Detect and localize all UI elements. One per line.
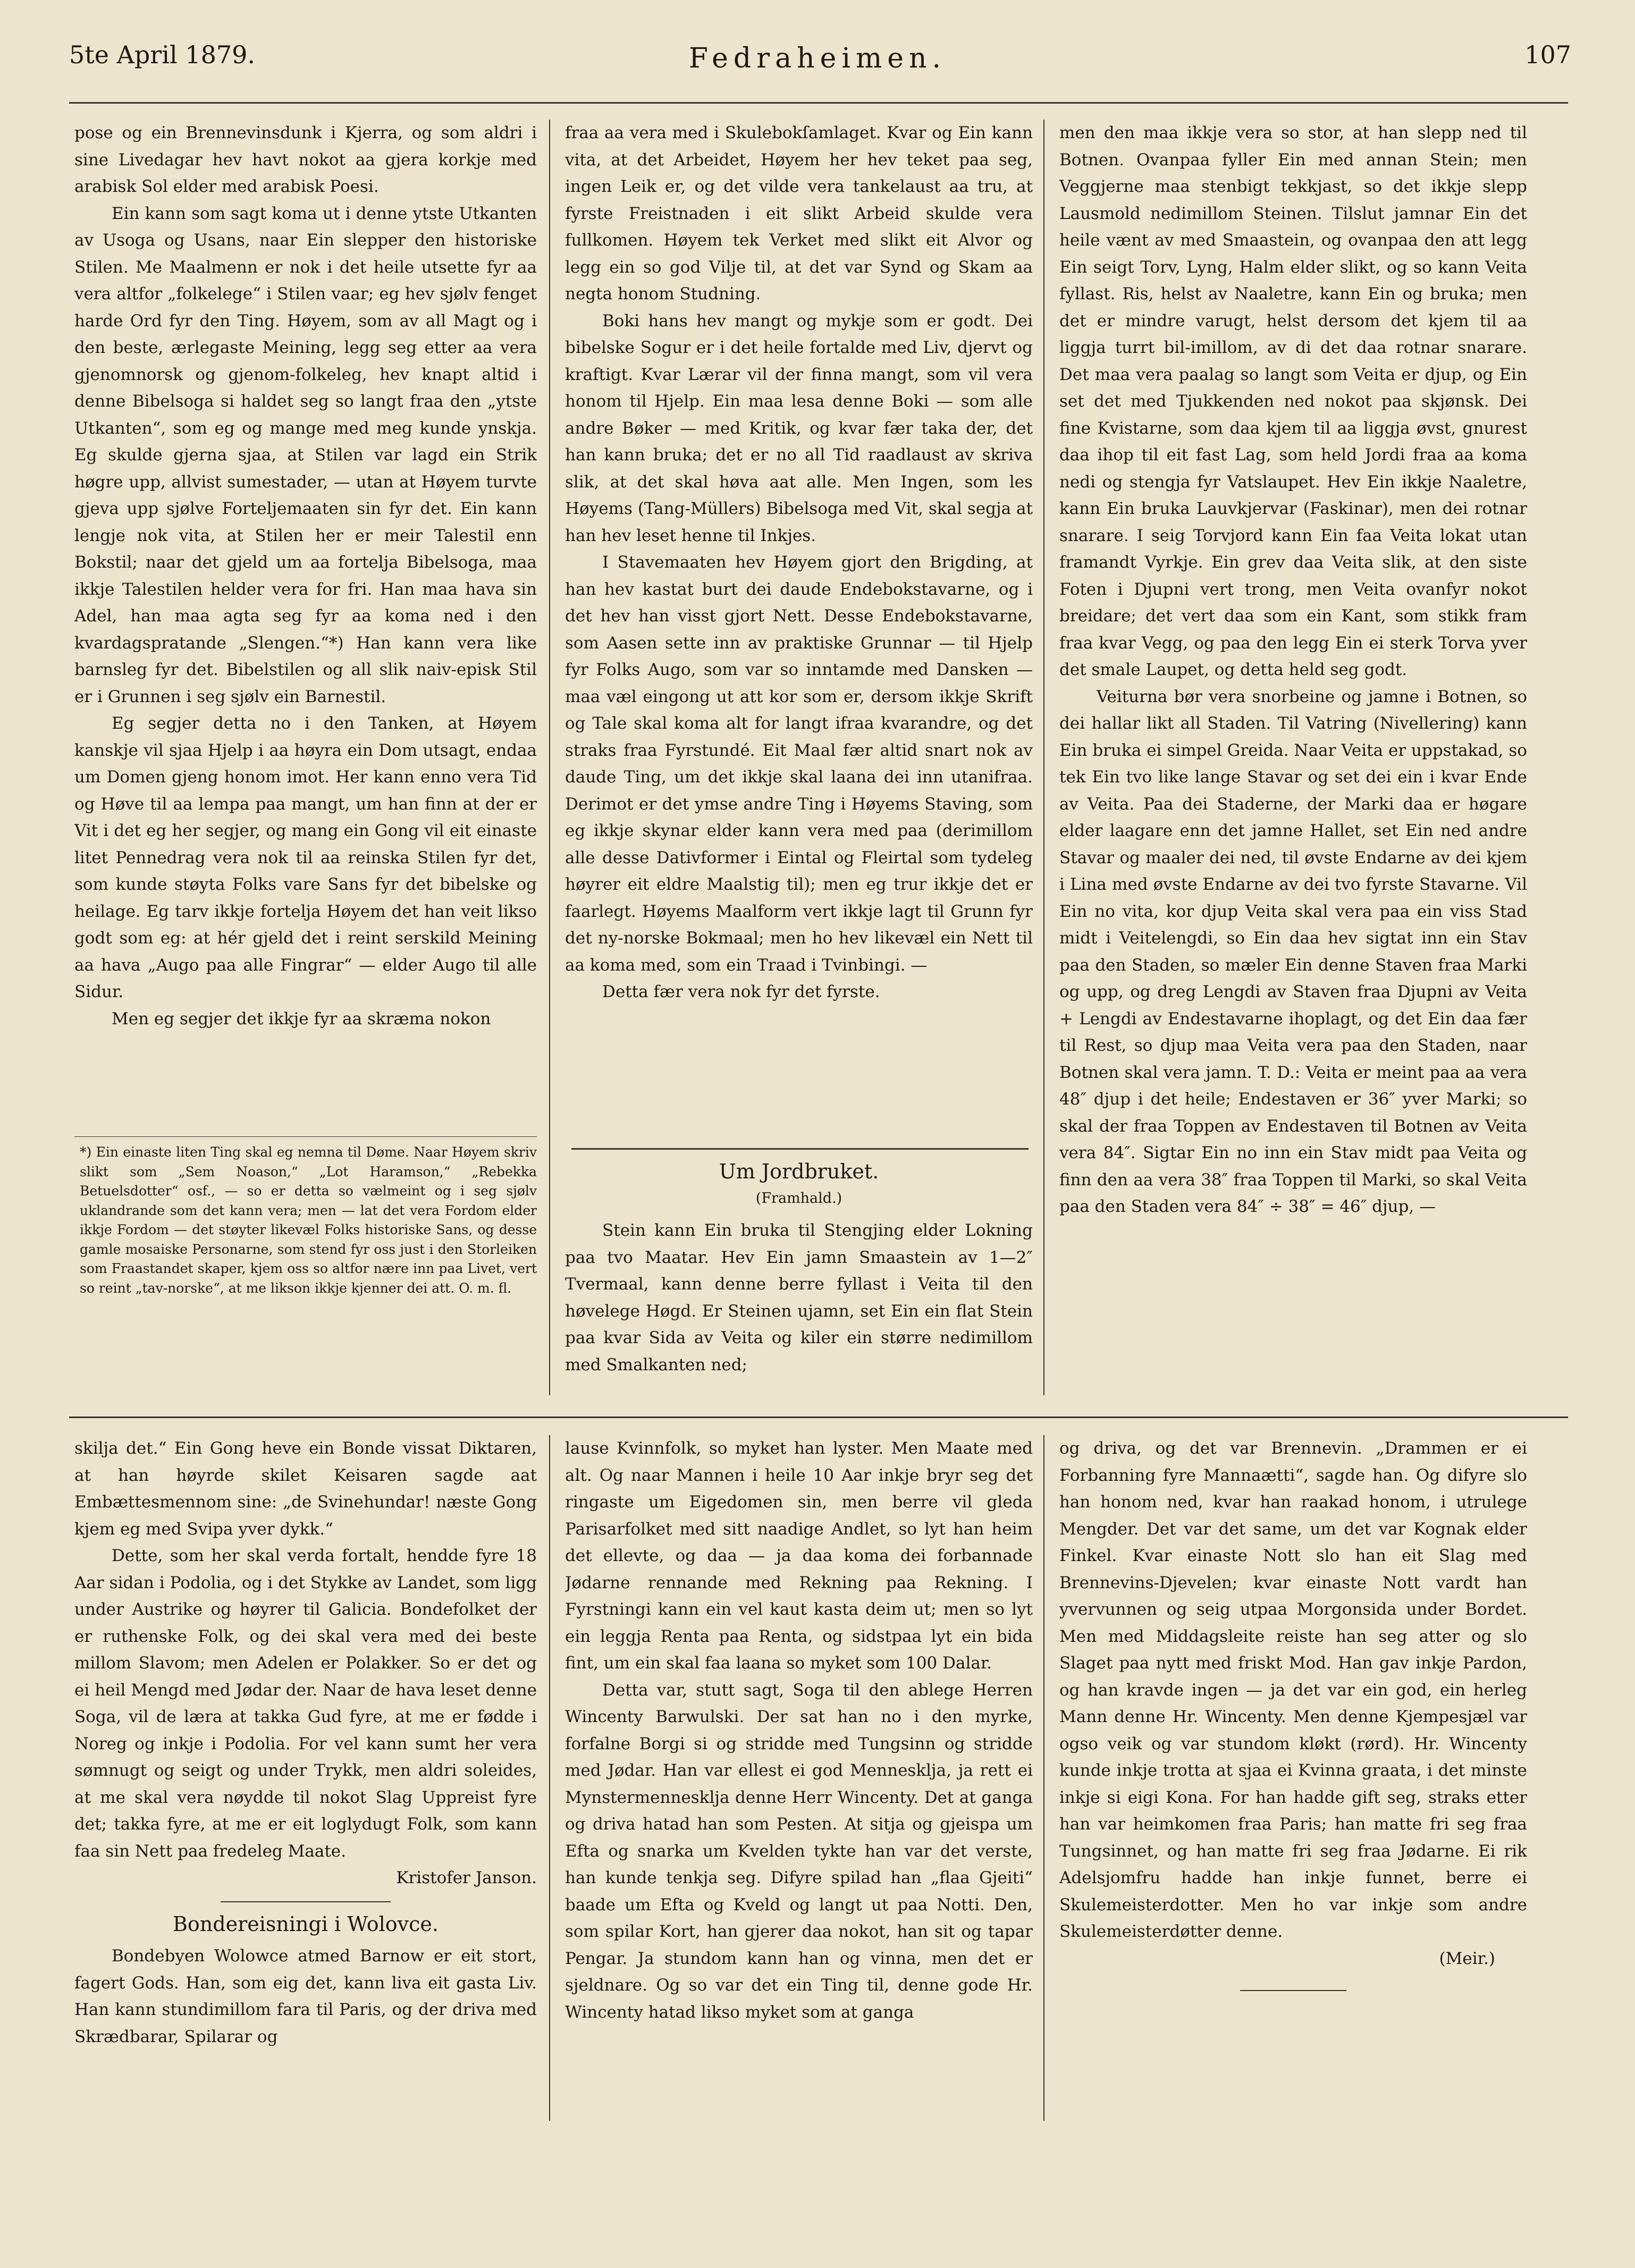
column-rule	[1043, 120, 1044, 1395]
top-column-1	[74, 120, 537, 1129]
paragraph: Boki hans hev mangt og mykje som er godt. Dei bibelske Sogur er i det heile fortalde med Liv, djervt og kraftigt. Kvar Lærar vil der finna mangt, som vil vera honom til Hjelp. Ein maa lesa denne Boki — som alle andre Bøker — med Kritik, og kvar fær taka der, det han kann bruka; det er no all Tid raadlaust av skriva slik, at det skal høva aat alle. Men Ingen, som les Høyems (Tang-Müllers) Bibelsoga med Vit, skal segja at han hev leset henne til Inkjes.	[565, 311, 1033, 545]
column-rule	[549, 1435, 550, 2121]
column-rule	[1043, 1435, 1044, 2121]
footnote-text: *) Ein einaste liten Ting skal eg nemna til Døme. Naar Høyem skriv slikt som „Sem Noason,“ „Lot Haramson,“ „Rebekka Betuelsdotter“ osf., — so er detta so vælmeint og i seg sjølv uklandrande som det kann vera; men — lat det vera Fordom elder ikkje Fordom — det støyter likevæl Folks historiske Sans, og desse gamle mosaiske Personarne, som stend fyr oss just i den Storleiken som Fraastandet skaper, kjem oss so altfor nære inn paa Livet, vert so reint „tav-norske“, at me likson ikkje kjenner dei att. O. m. fl.	[80, 1144, 537, 1296]
top-column-2	[565, 120, 1033, 1140]
article-jordbruket	[565, 1156, 1033, 1401]
paragraph: fraa aa vera med i Skulebokſamlaget. Kvar og Ein kann vita, at det Arbeidet, Høyem her hev teket paa seg, ingen Leik er, og det vilde vera tankelaust aa tru, at fyrste Freistnaden i eit slikt Arbeid skulde vera fullkomen. Høyem tek Verket med slikt eit Alvor og legg ein so god Vilje til, at det var Synd og Skam aa negta honom Studning.	[565, 123, 1033, 303]
bottom-column-1	[74, 1435, 537, 2264]
paragraph: Bondebyen Wolowce atmed Barnow er eit stort, fagert Gods. Han, som eig det, kann liva eit gasta Liv. Han kann stundimillom fara til Paris, og der driva med Skrædbarar, Spilarar og	[74, 1946, 537, 2046]
paragraph: Detta fær vera nok fyr det fyrste.	[602, 982, 880, 1001]
paragraph: pose og ein Brennevinsdunk i Kjerra, og som aldri i sine Livedagar hev havt nokot aa gjera korkje med arabisk Sol elder med arabisk Poesi.	[74, 123, 537, 196]
column-rule	[549, 120, 550, 1395]
article-title: Um Jordbruket.	[719, 1160, 879, 1183]
section-divider	[69, 1417, 1568, 1418]
footnote	[80, 1143, 537, 1398]
header-date: 5te April 1879.	[69, 40, 255, 69]
paragraph: Eg segjer detta no i den Tanken, at Høyem kanskje vil sjaa Hjelp i aa høyra ein Dom utsagt, endaa um Domen gjeng honom imot. Her kann enno vera Tid og Høve til aa lempa paa mangt, um han finn at der er Vit i det eg her segjer, og mang ein Gong vil eit einaste litet Pennedrag vera nok til aa reinska Stilen fyr det, som kunde støyta Folks vare Sans fyr det bibelske og heilage. Eg tarv ikkje fortelja Høyem det han veit likso godt som eg: at hér gjeld det i reint serskild Meining aa hava „Augo paa alle Fingrar“ — elder Augo til alle Sidur.	[74, 714, 537, 1001]
section-rule	[571, 1148, 1029, 1150]
paragraph: men den maa ikkje vera so stor, at han slepp ned til Botnen. Ovanpaa fyller Ein med annan Stein; men Veggjerne maa stenbigt tekkjast, so det ikkje slepp Lausmold nedimillom Steinen. Tilslut jamnar Ein det heile vænt av med Smaastein, og ovanpaa den att legg Ein seigt Torv, Lyng, Halm elder slikt, og so kann Veita fyllast. Ris, helst av Naaletre, kann Ein og bruka; men det er mindre varugt, helst dersom det kjem til aa liggja turrt bil-imillom, av di det daa rotnar snarare. Det maa vera paalag so langt som Veita er djup, og Ein set det med Tjukkenden ned nokot paa skjønsk. Dei fine Kvistarne, som daa kjem til aa liggja øvst, gnurest daa ihop til eit fast Lag, som held Jordi fraa aa koma nedi og stengja fyr Vatslaupet. Hev Ein ikkje Naaletre, kann Ein bruka Lauvkjervar (Faskinar), men dei rotnar snarare. I seig Torvjord kann Ein faa Veita lokat utan framandt Vyrkje. Ein grev daa Veita slik, at den siste Foten i Djupni vert trong, men Veita ovanfyr nokot breidare; det vert daa som ein Kant, som stikk fram fraa kvar Vegg, og paa den legg Ein ei sterk Torva yver det smale Laupet, og detta held seg godt.	[1059, 123, 1527, 679]
footnote-rule	[74, 1136, 537, 1137]
paragraph: Men eg segjer det ikkje fyr aa skræma nokon	[112, 1009, 491, 1028]
paragraph: I Stavemaaten hev Høyem gjort den Brigding, at han hev kastat burt dei daude Endebokstavarne, og i det hev han visst gjort Nett. Desse Endebokstavarne, som Aasen sette inn av praktiske Grunnar — til Hjelp fyr Folks Augo, som var so inntamde med Dansken — maa væl eingong ut att kor som er, dersom ikkje Skrift og Tale skal koma alt for langt ifraa kvarandre, og det straks fraa Fyrstundé. Eit Maal fær altid snart nok av daude Ting, um det ikkje skal laana dei inn utanifraa. Derimot er det ymse andre Ting i Høyems Staving, som eg ikkje skynar elder kann vera med paa (derimillom alle desse Dativformer i Eintal og Fleirtal som tydeleg høyrer eit eldre Maalstig til); men eg trur ikkje det er faarlegt. Høyems Maalform vert ikkje lagt til Grunn fyr det ny-norske Bokmaal; men ho hev likevæl ein Nett til aa koma med, som ein Traad i Tvinbingi. —	[565, 553, 1033, 975]
paragraph: skilja det.“ Ein Gong heve ein Bonde vissat Diktaren, at han høyrde skilet Keisaren sagde aat Embættesmennom sine: „de Svinehundar! næste Gong kjem eg med Svipa yver dykk.“	[74, 1439, 537, 1539]
header-rule	[69, 102, 1568, 104]
continued-note: (Meir.)	[1439, 1949, 1495, 1968]
paragraph: Dette, som her skal verda fortalt, hendde fyre 18 Aar sidan i Podolia, og i det Stykke av Landet, som ligg under Austrike og høyrer til Galicia. Bondefolket der er ruthenske Folk, og dei skal vera med dei beste millom Slavom; men Adelen er Polakker. So er det og ei heil Mengd med Jødar der. Naar de hava leset denne Soga, vil de læra at takka Gud fyre, at me er fødde i Noreg og inkje i Podolia. For vel kann sumt her vera sømnugt og seigt og under Trykk, men aldri soleides, at me skal vera nøydde til nokot Slag Uppreist fyre det; takka fyre, at me er eit loglydugt Folk, som kann faa sin Nett paa fredeleg Maate.	[74, 1546, 537, 1861]
bottom-column-2	[565, 1435, 1033, 2264]
page-number: 107	[1524, 40, 1571, 69]
separator	[1240, 1990, 1346, 1991]
article-subtitle: (Framhald.)	[755, 1190, 842, 1207]
paragraph: Ein kann som sagt koma ut i denne ytste Utkanten av Usoga og Usans, naar Ein slepper den historiske Stilen. Me Maalmenn er nok i det heile utsette fyr aa vera altfor „folkelege“ i Stilen vaar; eg hev sjølv fenget harde Ord fyr den Ting. Høyem, som av all Magt og i den beste, ærlegaste Meining, legg seg etter aa vera gjenomnorsk og gjenom-folkeleg, hev knapt altid i denne Bibelsoga si haldet seg so langt fraa den „ytste Utkanten“, som eg og mange med meg kunde ynskja. Eg skulde gjerna sjaa, at Stilen var lagd ein Strik høgre upp, allvist sumestader, — utan at Høyem turvte gjeva upp sjølve Forteljemaaten sin fyr det. Ein kann lengje nok vita, at Stilen her er meir Talestil enn Bokstil; naar det gjeld um aa fortelja Bibelsoga, maa ikkje Talestilen helder vera for fri. Han maa hava sin Adel, han maa agta seg fyr aa koma ned i den kvardagspratande „Slengen.“*) Han kann vera like barnsleg fyr det. Bibelstilen og all slik naiv-episk Stil er i Grunnen i seg sjølv ein Barnestil.	[74, 204, 537, 706]
paragraph: Detta var, stutt sagt, Soga til den ablege Herren Wincenty Barwulski. Der sat han no i den myrke, forfalne Borgi si og stridde med Tungsinn og stridde med Jødar. Han var ellest ei god Mennesklja, ja rett ei Mynstermennesklja denne Herr Wincenty. Det at ganga og driva hatad han som Pesten. At sitja og gjeispa um Efta og snarka um Kvelden tykte han var det verste, han kunde tenkja seg. Difyre spilad han „flaa Gjeiti“ baade um Efta og Kveld og langt ut paa Notti. Den, som spilar Kort, han gjerer daa nokot, han sit og tapar Pengar. Ja stundom kann han og vinna, men det er sjeldnare. Og so var det ein Ting til, denne gode Hr. Wincenty hatad likso myket som at ganga	[565, 1680, 1033, 2022]
paragraph: og driva, og det var Brennevin. „Drammen er ei Forbanning fyre Mannaætti“, sagde han. Og difyre slo han honom ned, kvar han raakad honom, i utrulege Mengder. Det var det same, um det var Kognak elder Finkel. Kvar einaste Nott slo han eit Slag med Brennevins-Djevelen; kvar einaste Nott vardt han yvervunnen og seig utpaa Morgonsida under Bordet. Men med Middagsleite reiste han seg atter og slo Slaget paa nytt med friskt Mod. Han gav inkje Pardon, og han kravde ingen — ja det var ein god, ein herleg Mann denne Hr. Wincenty. Men denne Kjempesjæl var ogso veik og var stundom kløkt (rørd). Hr. Wincenty kunde inkje trotta at sjaa ei Kvinna graata, i det minste inkje si eigi Kona. For han hadde gift seg, straks etter han var heimkomen fraa Paris; han matte fri seg fraa Tungsinnet, og han matte fri seg fraa Jødarne. Ei rik Adelsjomfru hadde han inkje funnet, berre ei Skulemeisterdotter. Men ho var inkje som andre Skulemeisterdøtter denne.	[1059, 1439, 1527, 1941]
bottom-column-3	[1059, 1435, 1527, 2126]
paragraph: Stein kann Ein bruka til Stengjing elder Lokning paa tvo Maatar. Hev Ein jamn Smaastein av 1—2″ Tvermaal, kann denne berre fyllast i Veita til den høvelege Høgd. Er Steinen ujamn, set Ein ein flat Stein paa kvar Sida av Veita og kiler ein større nedimillom med Smalkanten ned;	[565, 1221, 1033, 1375]
separator	[221, 1901, 391, 1902]
author-signature: Kristofer Janson.	[396, 1868, 537, 1887]
masthead-title: Fedraheimen.	[688, 43, 947, 74]
paragraph: Veiturna bør vera snorbeine og jamne i Botnen, so dei hallar likt all Staden. Til Vatring (Nivellering) kann Ein bruka ei simpel Greida. Naar Veita er uppstakad, so tek Ein tvo like lange Stavar og set dei ein i kvar Ende av Veita. Paa dei Staderne, der Marki daa er høgare elder laagare enn det jamne Hallet, set Ein ned andre Stavar og maaler dei ned, til øvste Endarne av dei kjem i Lina med øvste Endarne av dei tvo fyrste Stavarne. Vil Ein no vita, kor djup Veita skal vera paa ein viss Stad midt i Veitelengdi, so Ein daa hev sigtat inn ein Stav paa den Staden, so mæler Ein denne Staven fraa Marki og upp, og dreg Lengdi av Staven fraa Djupni av Veita + Lengdi av Endestavarne ihoplagt, og det Ein daa fær til Rest, so djup maa Veita vera paa den Staden, naar Botnen skal vera jamn. T. D.: Veita er meint paa aa vera 48″ djup i det heile; Endestaven er 36″ yver Marki; so skal der fraa Toppen av Endestaven til Botnen av Veita vera 84″. Sigtar Ein no inn ein Stav midt paa Veita og finn den aa vera 38″ fraa Toppen til Marki, so skal Veita paa den Staden vera 84″ ÷ 38″ = 46″ djup, —	[1059, 687, 1527, 1216]
paragraph: lause Kvinnfolk, so myket han lyster. Men Maate med alt. Og naar Mannen i heile 10 Aar inkje bryr seg det ringaste um Eigedomen sin, men berre vil gleda Parisarfolket med sitt naadige Andlet, so lyt han heim det ellevte, og daa — ja daa koma dei forbannade Jødarne rennande med Rekning paa Rekning. I Fyrstningi kann ein vel kaut kasta deim ut; men so lyt ein leggja Renta paa Renta, og sidstpaa lyt ein bida fint, um ein skal faa laana so myket som 100 Dalar.	[565, 1439, 1033, 1673]
article-title: Bondereisningi i Wolovce.	[173, 1912, 439, 1936]
top-column-3	[1059, 120, 1527, 1406]
